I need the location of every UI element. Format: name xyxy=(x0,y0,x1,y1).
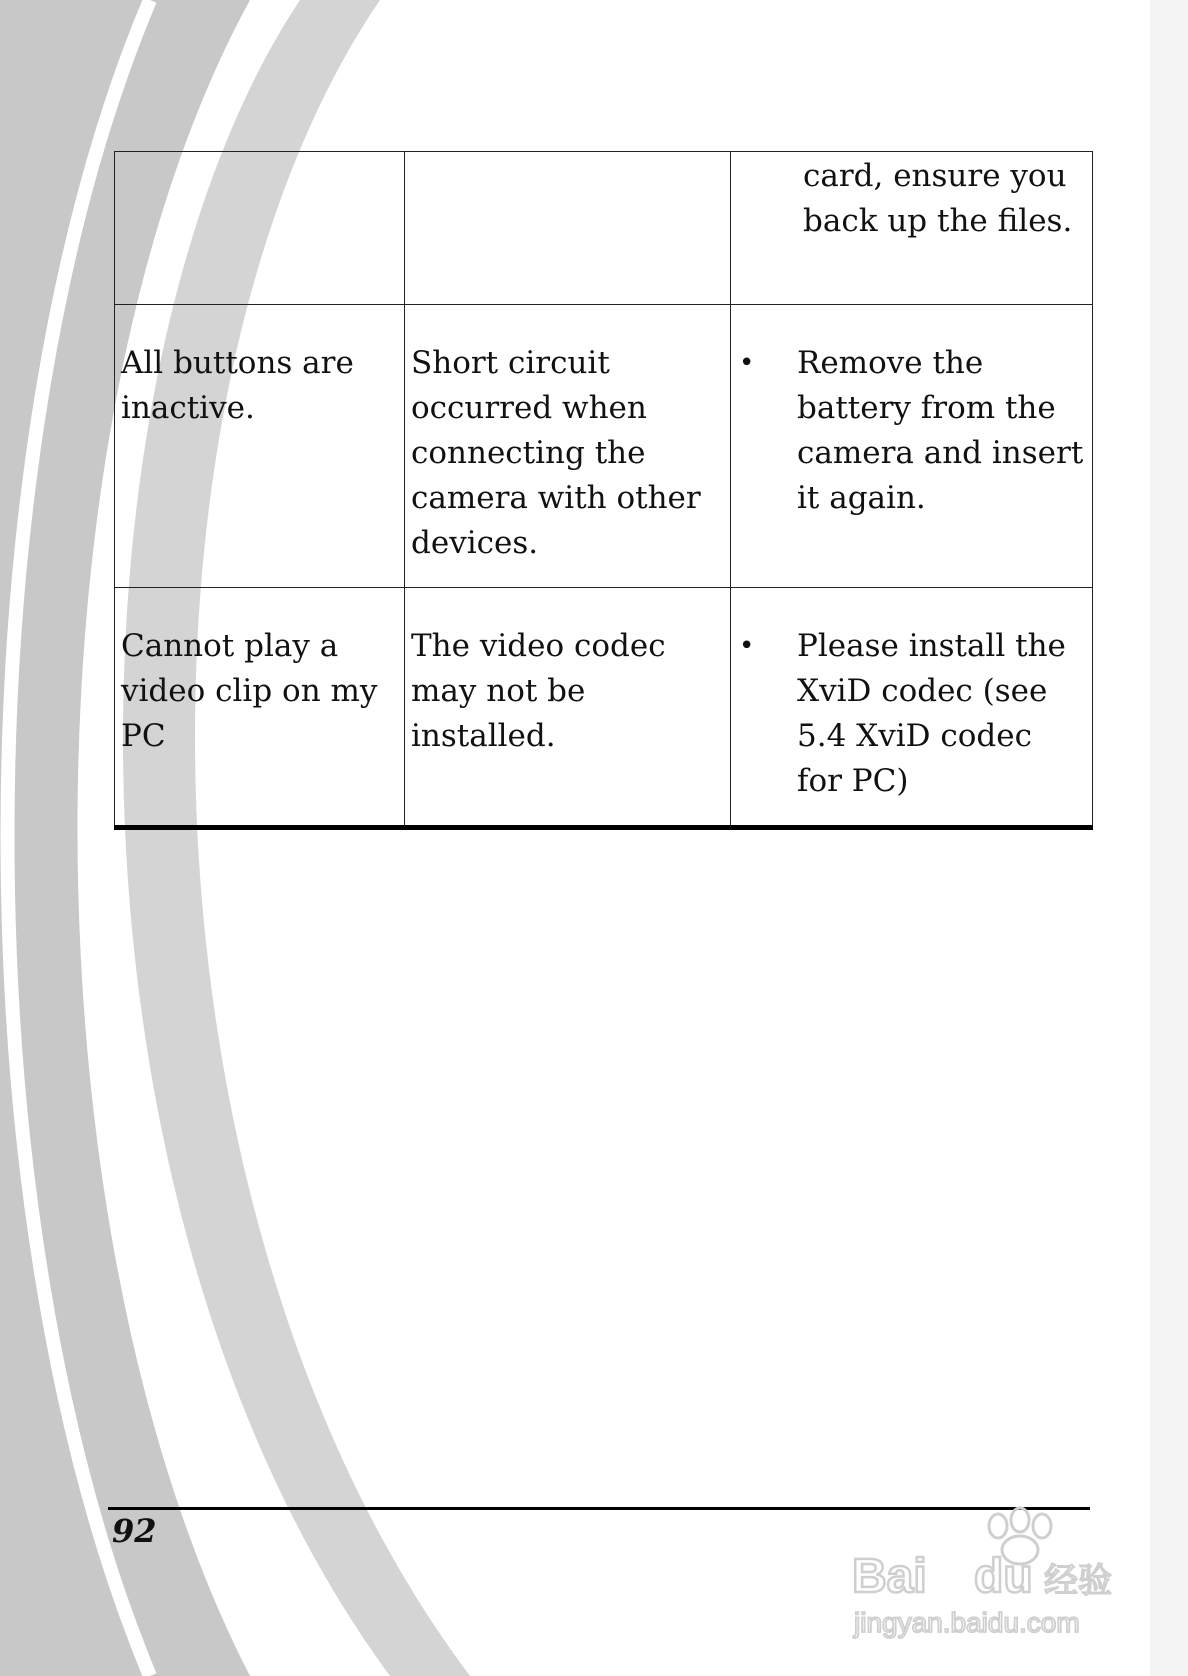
bullet-icon: • xyxy=(739,348,755,378)
table-row xyxy=(115,152,1093,305)
solution-bullet-item xyxy=(731,305,1092,521)
solution-bullet-item xyxy=(731,588,1092,804)
baidu-jingyan-watermark-logo xyxy=(848,1500,1128,1650)
page-number: 92 xyxy=(112,1512,157,1550)
problem-text xyxy=(115,152,404,188)
svg-text:du: du xyxy=(974,1550,1033,1603)
table-row xyxy=(115,305,1093,588)
bullet-icon: • xyxy=(739,631,755,661)
cause-text: Short circuit occurred when connecting the camera with other devices. xyxy=(411,345,701,561)
solution-cell xyxy=(731,588,1093,828)
cause-cell xyxy=(405,152,731,305)
svg-text:经验: 经验 xyxy=(1044,1561,1112,1601)
solution-cell xyxy=(731,305,1093,588)
problem-text: All buttons are inactive. xyxy=(121,345,354,426)
solution-text: Please install the XviD codec (see 5.4 XviD codec for PC) xyxy=(797,628,1066,799)
problem-cell xyxy=(115,152,405,305)
cause-text: The video codec may not be installed. xyxy=(411,628,666,754)
troubleshooting-table xyxy=(114,151,1093,830)
solution-text: card, ensure you back up the files. xyxy=(803,158,1073,239)
table-row xyxy=(115,588,1093,828)
svg-text:jingyan.baidu.com: jingyan.baidu.com xyxy=(854,1607,1080,1638)
problem-cell xyxy=(115,305,405,588)
problem-cell xyxy=(115,588,405,828)
page-edge-strip xyxy=(1150,0,1188,1676)
cause-cell xyxy=(405,588,731,828)
problem-text: Cannot play a video clip on my PC xyxy=(121,628,378,754)
solution-text: Remove the battery from the camera and insert it again. xyxy=(797,345,1084,516)
solution-cell xyxy=(731,152,1093,305)
svg-text:Bai: Bai xyxy=(852,1550,927,1603)
cause-text xyxy=(405,152,730,188)
cause-cell xyxy=(405,305,731,588)
